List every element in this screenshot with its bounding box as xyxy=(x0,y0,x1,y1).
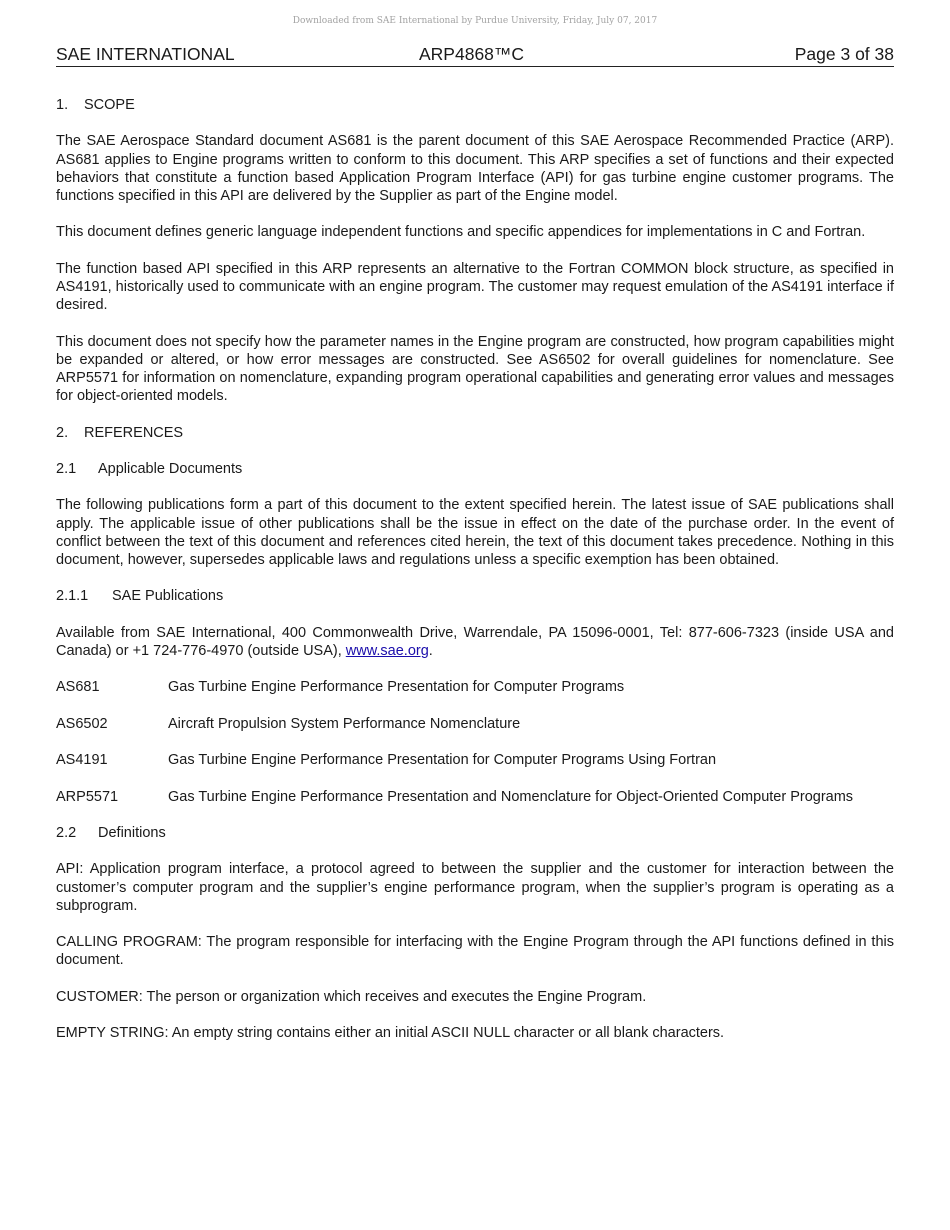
header-page-number: Page 3 of 38 xyxy=(794,44,894,64)
publication-item xyxy=(56,788,894,806)
header-organization: SAE INTERNATIONAL xyxy=(56,44,235,64)
availability-text: Available from SAE International, 400 Commonwealth Drive, Warrendale, PA 15096-0001, Tel: 877-606-7323 (inside USA and Canada) or +1 724-776-4970 (outside USA), xyxy=(56,624,894,659)
section-title: SAE Publications xyxy=(112,588,224,605)
paragraph: The SAE Aerospace Standard document AS681 is the parent document of this SAE Aerospace Recommended Practice (ARP). AS681 applies to Engine programs written to conform to this document. This ARP specifies a set of functions and their expected behaviors that constitute a function based Application Program Interface (API) for gas turbine engine customer programs. The functions specified in this API are delivered by the Supplier as part of the Engine model. xyxy=(56,133,894,204)
section-title: REFERENCES xyxy=(84,424,184,441)
publication-item xyxy=(56,715,894,733)
section-title: SCOPE xyxy=(84,97,135,113)
publication-id: AS681 xyxy=(56,679,100,696)
header-document-id: ARP4868™C xyxy=(419,44,525,64)
publication-id: AS6502 xyxy=(56,715,108,732)
publication-item xyxy=(56,678,894,696)
download-watermark: Downloaded from SAE International by Purdue University, Friday, July 07, 2017 xyxy=(292,16,658,26)
section-title: Definitions xyxy=(98,824,166,841)
section-heading-scope xyxy=(56,96,894,114)
section-number: 2.1 xyxy=(56,460,77,477)
publication-id: ARP5571 xyxy=(56,788,119,805)
section-number: 2.1.1 xyxy=(56,588,89,605)
publication-item xyxy=(56,751,894,769)
definition-paragraph: EMPTY STRING: An empty string contains either an initial ASCII NULL character or all blank characters. xyxy=(56,1025,725,1042)
availability-end: . xyxy=(428,642,433,659)
paragraph: The following publications form a part of this document to the extent specified herein. The latest issue of SAE publications shall apply. The applicable issue of other publications shall be the issue in effect on the date of the purchase order. In the event of conflict between the text of this document and references cited herein, the text of this document takes precedence. Nothing in this document, however, supersedes applicable laws and regulations unless a specific exemption has been obtained. xyxy=(56,497,894,568)
publication-title: Gas Turbine Engine Performance Presentation for Computer Programs Using Fortran xyxy=(168,752,717,769)
subsection-heading-definitions xyxy=(56,824,894,842)
section-title: Applicable Documents xyxy=(98,460,243,477)
subsection-heading-applicable-documents xyxy=(56,460,894,478)
section-number: 2.2 xyxy=(56,824,77,841)
publication-title: Gas Turbine Engine Performance Presentation and Nomenclature for Object-Oriented Computer Programs xyxy=(168,788,854,805)
section-number: 1. xyxy=(56,97,69,113)
subsection-heading-sae-publications xyxy=(56,587,894,605)
section-heading-references xyxy=(56,424,894,442)
sae-website-link[interactable]: www.sae.org xyxy=(345,642,429,659)
paragraph: This document does not specify how the parameter names in the Engine program are constructed, how program capabilities might be expanded or altered, or how error messages are constructed. See AS6502 for overall guidelines for nomenclature. See ARP5571 for information on nomenclature, expanding program operational capabilities and generating error values and messages for object-oriented models. xyxy=(56,333,894,405)
document-body xyxy=(56,96,894,1060)
availability-paragraph xyxy=(56,624,894,660)
definition-paragraph: API: Application program interface, a protocol agreed to between the supplier and the customer for interaction between the customer’s computer program and the supplier’s engine performance program, when the supplier’s program is operating as a subprogram. xyxy=(56,861,894,914)
paragraph: This document defines generic language independent functions and specific appendices for implementations in C and Fortran. xyxy=(56,224,866,241)
publication-title: Aircraft Propulsion System Performance Nomenclature xyxy=(168,715,521,732)
section-number: 2. xyxy=(56,424,69,441)
page-header xyxy=(56,44,894,67)
definition-paragraph: CALLING PROGRAM: The program responsible for interfacing with the Engine Program through the API functions defined in this document. xyxy=(56,934,894,969)
publication-title: Gas Turbine Engine Performance Presentation for Computer Programs xyxy=(168,679,625,696)
definition-paragraph: CUSTOMER: The person or organization which receives and executes the Engine Program. xyxy=(56,988,647,1005)
publication-id: AS4191 xyxy=(56,752,108,769)
paragraph: The function based API specified in this ARP represents an alternative to the Fortran COMMON block structure, as specified in AS4191, historically used to communicate with an engine program. The customer may request emulation of the AS4191 interface if desired. xyxy=(56,260,894,314)
